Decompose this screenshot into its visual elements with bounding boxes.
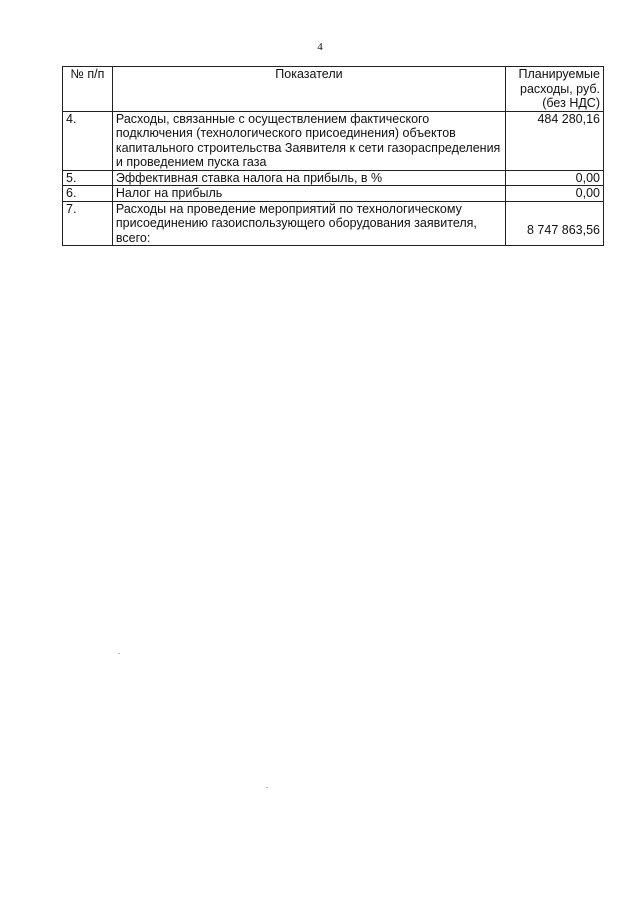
page-number: 4 [317,41,323,53]
row-value: 0,00 [506,170,604,186]
row-number: 7. [63,201,113,246]
row-value: 484 280,16 [506,111,604,170]
table-row [63,201,604,246]
table-row [63,186,604,202]
row-indicator: Эффективная ставка налога на прибыль, в % [112,170,505,186]
table-row [63,111,604,170]
row-value: 8 747 863,56 [506,201,604,246]
scan-speck [266,787,268,788]
table-row [63,170,604,186]
header-indicator [112,67,505,112]
row-number: 5. [63,170,113,186]
row-indicator: Расходы, связанные с осуществлением фактического подключения (технологического присоединения) объектов капитального строительства Заявителя к сети газораспределения и проведением пуска газа [112,111,505,170]
table-header-row [63,67,604,112]
header-planned-expenses-label: Планируемые расходы, руб. (без НДС) [518,67,600,110]
header-planned-expenses [506,67,604,112]
row-indicator: Налог на прибыль [112,186,505,202]
header-indicator-label: Показатели [275,67,343,81]
row-number: 4. [63,111,113,170]
row-number: 6. [63,186,113,202]
cost-table [62,66,604,246]
scan-speck [118,653,120,654]
row-indicator: Расходы на проведение мероприятий по технологическому присоединению газоиспользующего оборудования заявителя, всего: [112,201,505,246]
header-number-label: № п/п [70,67,105,81]
header-number [63,67,113,112]
row-value: 0,00 [506,186,604,202]
